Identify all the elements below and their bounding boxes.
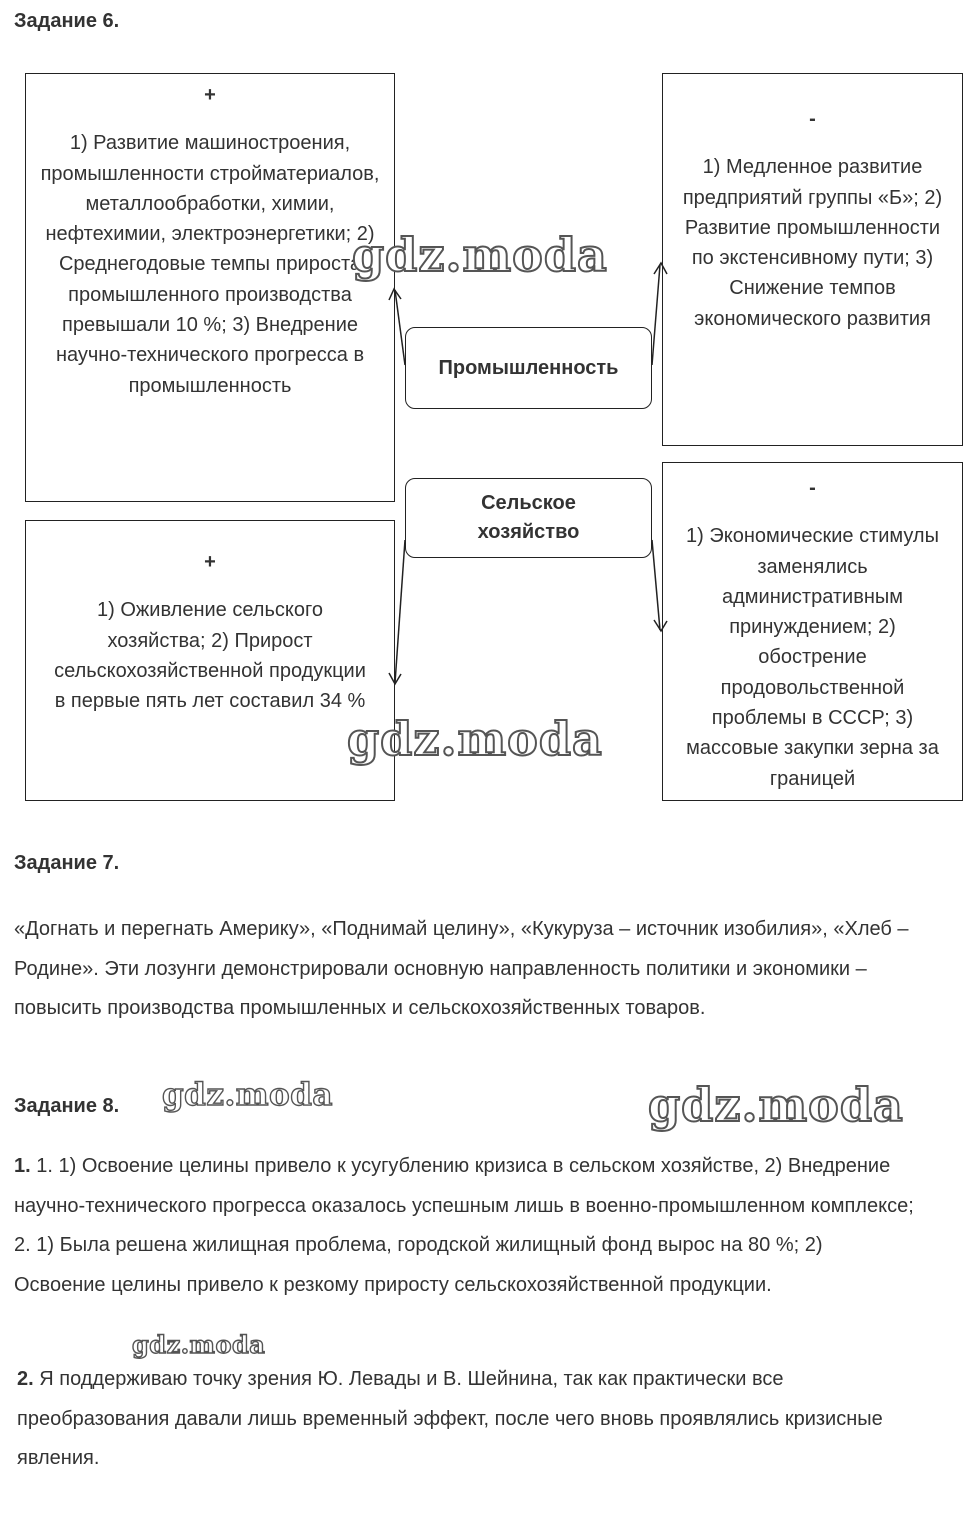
task8-item2-number: 2. <box>17 1368 34 1390</box>
plus-sign: + <box>204 551 216 573</box>
agriculture-pros-text: 1) Оживление сельского хозяйства; 2) Прирост сельскохозяйственной продукции в первые пять лет составил 34 % <box>54 599 366 713</box>
industry-cons-text: 1) Медленное развитие предприятий группы «Б»; 2) Развитие промышленности по экстенсивному пути; 3) Снижение темпов экономического развития <box>682 156 943 330</box>
task8-heading: Задание 8. <box>14 1095 120 1117</box>
watermark-logo: gdz.moda <box>162 1077 333 1113</box>
task8-answer-2 <box>17 1360 907 1479</box>
agriculture-cons-box <box>662 462 963 801</box>
task8-answer-1 <box>14 1147 914 1305</box>
industry-pros-text: 1) Развитие машиностроения, промышленности стройматериалов, металлообработки, химии, нефтехимии, электроэнергетики; 2) Среднегодовые темпы прироста промышленного производства превышали 10 %; 3) Внедрение научно-технического прогресса в промышленность <box>40 132 380 397</box>
industry-cons-box <box>662 73 963 446</box>
task8-item2-text: Я поддерживаю точку зрения Ю. Левады и В. Шейнина, так как практически все преобразования давали лишь временный эффект, после чего вновь проявлялись кризисные явления. <box>17 1368 883 1469</box>
plus-sign: + <box>204 84 216 106</box>
watermark-logo: gdz.moda <box>347 712 603 766</box>
watermark-logo: gdz.moda <box>648 1078 904 1132</box>
agriculture-pros-box <box>25 520 395 801</box>
task8-item1-text: 1. 1) Освоение целины привело к усугублению кризиса в сельском хозяйстве, 2) Внедрение научно-технического прогресса оказалось успешным лишь в военно-промышленном комплексе; 2. 1) Была решена жилищная проблема, городской жилищный фонд вырос на 80 %; 2) Освоение целины привело к резкому приросту сельскохозяйственной продукции. <box>14 1155 914 1296</box>
task7-heading: Задание 7. <box>14 852 120 874</box>
agriculture-cons-text: 1) Экономические стимулы заменялись административным принуждением; 2) обострение продовольственной проблемы в СССР; 3) массовые закупки зерна за границей <box>686 525 939 790</box>
task8-item1-number: 1. <box>14 1155 31 1177</box>
minus-sign: - <box>809 108 816 130</box>
agriculture-node: Сельское хозяйство <box>405 478 652 558</box>
industry-pros-box <box>25 73 395 502</box>
task7-text: «Догнать и перегнать Америку», «Поднимай целину», «Кукуруза – источник изобилия», «Хлеб – Родине». Эти лозунги демонстрировали основную направленность политики и экономики – повысить производства промышленных и сельскохозяйственных товаров. <box>14 918 909 1019</box>
watermark-logo: gdz.moda <box>352 228 608 282</box>
task6-heading: Задание 6. <box>14 10 120 32</box>
watermark-logo: gdz.moda <box>132 1330 266 1359</box>
industry-node: Промышленность <box>405 327 652 409</box>
minus-sign: - <box>809 477 816 499</box>
